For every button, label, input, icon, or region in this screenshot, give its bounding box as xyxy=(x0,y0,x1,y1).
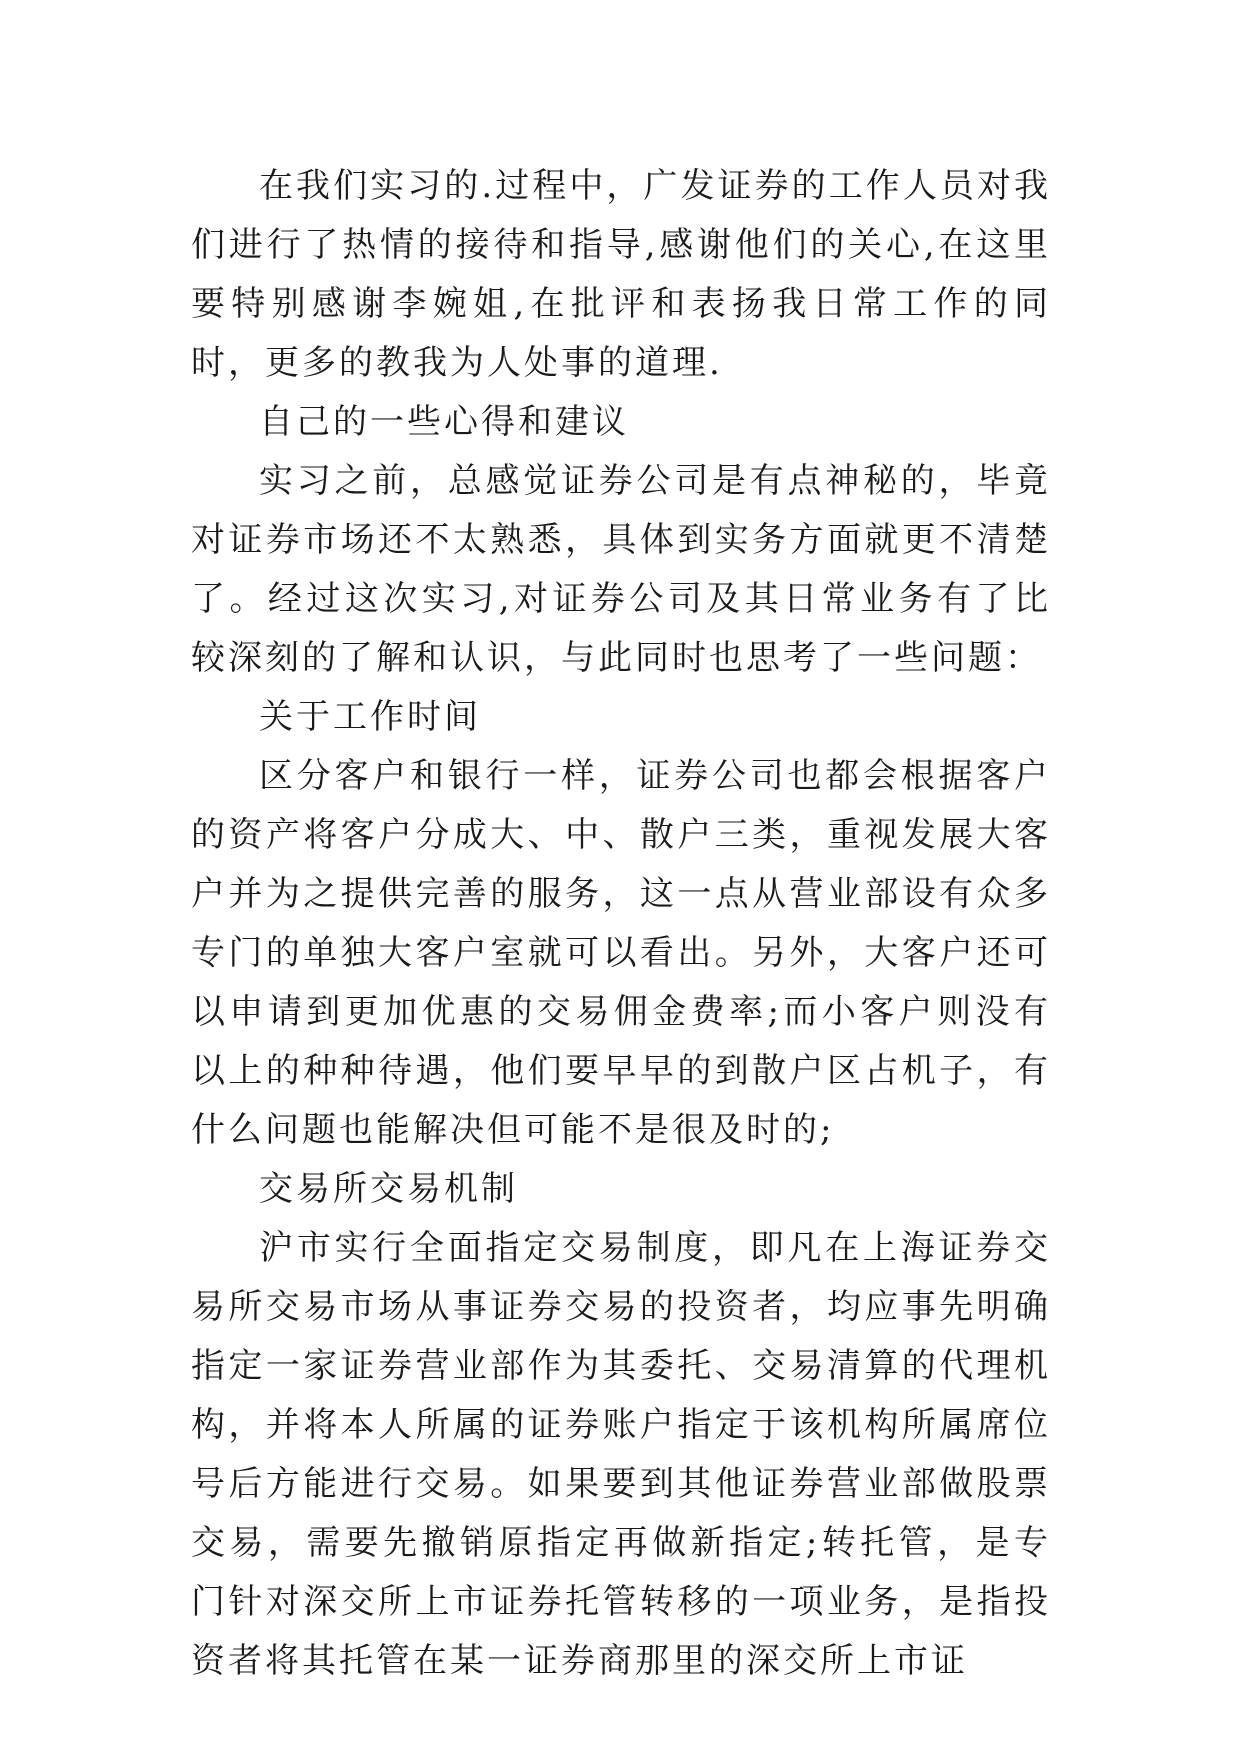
paragraph-before-internship: 实习之前，总感觉证券公司是有点神秘的，毕竟对证券市场还不太熟悉，具体到实务方面就更不清楚了。经过这次实习,对证券公司及其日常业务有了比较深刻的了解和认识，与此同时也思考了一些问题： xyxy=(191,461,1051,678)
heading-exchange-mechanism: 交易所交易机制 xyxy=(259,1169,518,1209)
heading-insights: 自己的一些心得和建议 xyxy=(259,402,629,442)
paragraph-thanks: 在我们实习的.过程中，广发证券的工作人员对我们进行了热情的接待和指导,感谢他们的关心,在这里要特别感谢李婉姐,在批评和表扬我日常工作的同时，更多的教我为人处事的道理. xyxy=(191,166,1051,383)
paragraph-designated-trading: 沪市实行全面指定交易制度，即凡在上海证券交易所交易市场从事证券交易的投资者，均应事先明确指定一家证券营业部作为其委托、交易清算的代理机构，并将本人所属的证券账户指定于该机构所属席位号后方能进行交易。如果要到其他证券营业部做股票交易，需要先撤销原指定再做新指定;转托管，是专门针对深交所上市证券托管转移的一项业务，是指投资者将其托管在某一证券商那里的深交所上市证 xyxy=(191,1228,1051,1681)
document-body xyxy=(191,157,1051,1691)
heading-working-hours: 关于工作时间 xyxy=(259,697,481,737)
paragraph-client-tiers: 区分客户和银行一样，证券公司也都会根据客户的资产将客户分成大、中、散户三类，重视发展大客户并为之提供完善的服务，这一点从营业部设有众多专门的单独大客户室就可以看出。另外，大客户还可以申请到更加优惠的交易佣金费率;而小客户则没有以上的种种待遇，他们要早早的到散户区占机子，有什么问题也能解决但可能不是很及时的; xyxy=(191,756,1051,1150)
